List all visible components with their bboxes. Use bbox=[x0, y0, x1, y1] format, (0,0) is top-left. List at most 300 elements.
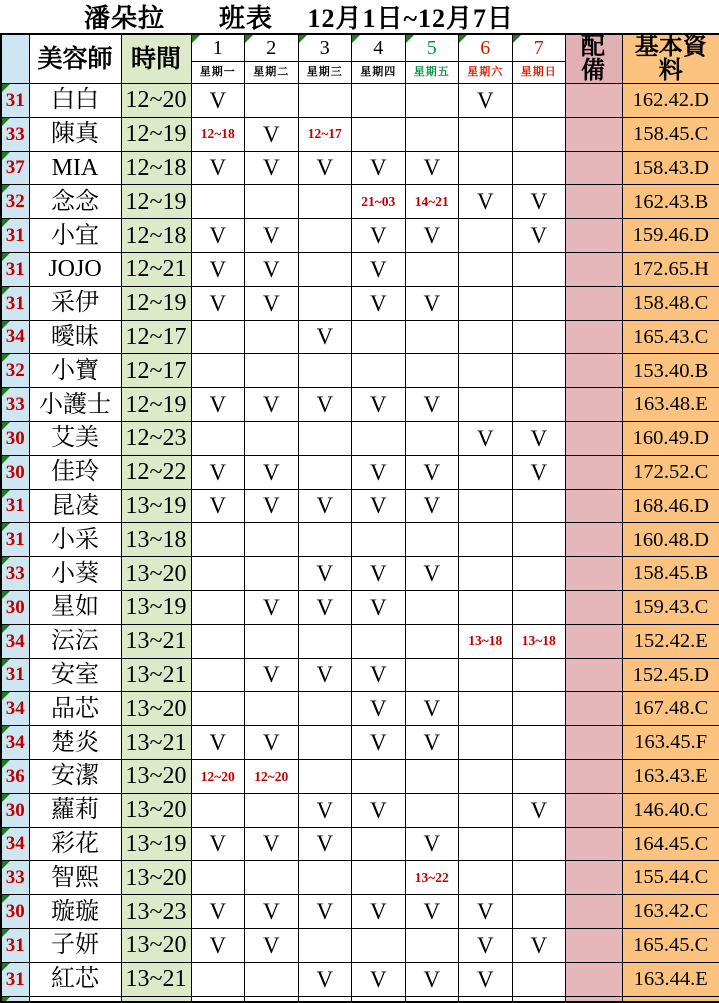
schedule-cell-day4[interactable]: V bbox=[352, 252, 406, 286]
beautician-name-cell[interactable]: 沄沄 bbox=[29, 624, 121, 658]
schedule-cell-day4[interactable]: V bbox=[352, 557, 406, 591]
schedule-cell-day7[interactable] bbox=[512, 489, 566, 523]
equipment-cell[interactable] bbox=[566, 624, 623, 658]
equipment-cell[interactable] bbox=[566, 84, 623, 118]
equipment-cell[interactable] bbox=[566, 219, 623, 253]
row-number-cell[interactable]: 31 bbox=[1, 84, 29, 118]
basic-info-cell[interactable]: 159.43.C bbox=[623, 590, 719, 624]
row-number-cell[interactable]: 32 bbox=[1, 354, 29, 388]
schedule-cell-day6[interactable] bbox=[459, 252, 513, 286]
row-number-cell[interactable]: 31 bbox=[1, 219, 29, 253]
weekday-header-1[interactable]: 星期一 bbox=[191, 61, 245, 84]
schedule-cell-day2[interactable] bbox=[245, 185, 299, 219]
day-number-header-1[interactable]: 1 bbox=[191, 34, 245, 61]
schedule-cell-day5[interactable]: V bbox=[405, 895, 459, 929]
beautician-name-cell[interactable]: 小采 bbox=[29, 523, 121, 557]
equipment-cell[interactable] bbox=[566, 185, 623, 219]
equipment-cell[interactable] bbox=[566, 557, 623, 591]
schedule-cell-day2[interactable]: V bbox=[245, 455, 299, 489]
equipment-cell[interactable] bbox=[566, 793, 623, 827]
schedule-cell-day3[interactable]: V bbox=[298, 557, 352, 591]
basic-info-cell[interactable]: 163.42.C bbox=[623, 895, 719, 929]
beautician-name-cell[interactable]: MIA bbox=[29, 151, 121, 185]
schedule-cell-day1[interactable] bbox=[191, 354, 245, 388]
schedule-cell-day2[interactable]: V bbox=[245, 928, 299, 962]
row-number-cell[interactable]: 37 bbox=[1, 151, 29, 185]
schedule-cell-day1[interactable]: 12~20 bbox=[191, 759, 245, 793]
beautician-name-cell[interactable]: 小寶 bbox=[29, 354, 121, 388]
equipment-cell[interactable] bbox=[566, 489, 623, 523]
schedule-cell-day5[interactable] bbox=[405, 793, 459, 827]
basic-info-cell[interactable]: 153.40.B bbox=[623, 354, 719, 388]
beautician-name-cell[interactable]: 小葵 bbox=[29, 557, 121, 591]
schedule-cell-day5[interactable]: V bbox=[405, 692, 459, 726]
schedule-cell-day1[interactable] bbox=[191, 523, 245, 557]
row-number-cell[interactable]: 36 bbox=[1, 759, 29, 793]
schedule-cell-day1[interactable]: V bbox=[191, 252, 245, 286]
basic-info-cell[interactable]: 152.42.E bbox=[623, 624, 719, 658]
schedule-cell-day6[interactable] bbox=[459, 117, 513, 151]
schedule-cell-day2[interactable]: V bbox=[245, 388, 299, 422]
weekday-header-2[interactable]: 星期二 bbox=[245, 61, 299, 84]
schedule-cell-day4[interactable] bbox=[352, 320, 406, 354]
schedule-cell-day4[interactable]: V bbox=[352, 219, 406, 253]
row-number-cell[interactable]: 33 bbox=[1, 861, 29, 895]
row-number-cell[interactable]: 30 bbox=[1, 455, 29, 489]
schedule-cell-day1[interactable] bbox=[191, 557, 245, 591]
schedule-cell-day2[interactable] bbox=[245, 793, 299, 827]
schedule-cell-day3[interactable] bbox=[298, 84, 352, 118]
schedule-cell-day6[interactable] bbox=[459, 658, 513, 692]
time-range-cell[interactable]: 13~20 bbox=[121, 793, 191, 827]
schedule-cell-day7[interactable] bbox=[512, 286, 566, 320]
schedule-cell-day3[interactable]: V bbox=[298, 895, 352, 929]
schedule-cell-day5[interactable]: 13~22 bbox=[405, 861, 459, 895]
time-range-cell[interactable]: 12~19 bbox=[121, 117, 191, 151]
equipment-cell[interactable] bbox=[566, 354, 623, 388]
row-number-cell[interactable] bbox=[1, 996, 29, 1002]
schedule-cell-day3[interactable]: V bbox=[298, 590, 352, 624]
schedule-cell-day6[interactable]: V bbox=[459, 895, 513, 929]
schedule-cell-day1[interactable]: V bbox=[191, 219, 245, 253]
schedule-cell-day1[interactable]: V bbox=[191, 827, 245, 861]
time-range-cell[interactable]: 13~21 bbox=[121, 962, 191, 996]
schedule-cell-day6[interactable]: V bbox=[459, 185, 513, 219]
schedule-cell-day4[interactable] bbox=[352, 117, 406, 151]
time-range-cell[interactable]: 12~18 bbox=[121, 151, 191, 185]
beautician-name-cell[interactable]: 星如 bbox=[29, 590, 121, 624]
schedule-cell-day3[interactable]: V bbox=[298, 962, 352, 996]
schedule-cell-day1[interactable]: V bbox=[191, 895, 245, 929]
schedule-cell-day6[interactable] bbox=[459, 759, 513, 793]
beautician-name-cell[interactable]: 子妍 bbox=[29, 928, 121, 962]
beautician-name-cell[interactable]: 艾美 bbox=[29, 421, 121, 455]
schedule-cell-day1[interactable]: V bbox=[191, 84, 245, 118]
day-number-header-6[interactable]: 6 bbox=[459, 34, 513, 61]
row-number-cell[interactable]: 34 bbox=[1, 726, 29, 760]
schedule-cell-day5[interactable]: V bbox=[405, 489, 459, 523]
schedule-cell-day1[interactable] bbox=[191, 692, 245, 726]
time-range-cell[interactable]: 13~20 bbox=[121, 861, 191, 895]
schedule-cell-day6[interactable]: V bbox=[459, 421, 513, 455]
beautician-name-cell[interactable]: 陳真 bbox=[29, 117, 121, 151]
row-number-cell[interactable]: 31 bbox=[1, 523, 29, 557]
schedule-cell-day3[interactable] bbox=[298, 252, 352, 286]
basic-info-cell[interactable]: 160.48.D bbox=[623, 523, 719, 557]
schedule-cell-day7[interactable] bbox=[512, 252, 566, 286]
schedule-cell-day4[interactable] bbox=[352, 996, 406, 1002]
schedule-cell-day7[interactable]: V bbox=[512, 455, 566, 489]
schedule-cell-day4[interactable]: V bbox=[352, 590, 406, 624]
basic-info-cell[interactable]: 152.45.D bbox=[623, 658, 719, 692]
schedule-cell-day4[interactable]: V bbox=[352, 726, 406, 760]
schedule-cell-day2[interactable]: V bbox=[245, 895, 299, 929]
schedule-cell-day3[interactable]: 12~17 bbox=[298, 117, 352, 151]
schedule-cell-day6[interactable] bbox=[459, 286, 513, 320]
schedule-cell-day7[interactable] bbox=[512, 523, 566, 557]
schedule-cell-day1[interactable] bbox=[191, 320, 245, 354]
schedule-cell-day6[interactable] bbox=[459, 388, 513, 422]
row-number-cell[interactable]: 31 bbox=[1, 252, 29, 286]
schedule-cell-day7[interactable]: 13~18 bbox=[512, 624, 566, 658]
schedule-cell-day3[interactable] bbox=[298, 624, 352, 658]
schedule-cell-day1[interactable]: 12~18 bbox=[191, 117, 245, 151]
schedule-cell-day4[interactable]: V bbox=[352, 895, 406, 929]
beautician-name-cell[interactable]: 小宜 bbox=[29, 219, 121, 253]
basic-info-cell[interactable]: 165.45.C bbox=[623, 928, 719, 962]
schedule-cell-day3[interactable] bbox=[298, 455, 352, 489]
basic-info-cell[interactable]: 163.44.E bbox=[623, 962, 719, 996]
schedule-cell-day4[interactable]: V bbox=[352, 658, 406, 692]
schedule-cell-day3[interactable] bbox=[298, 185, 352, 219]
row-number-cell[interactable]: 33 bbox=[1, 557, 29, 591]
schedule-cell-day3[interactable] bbox=[298, 692, 352, 726]
schedule-cell-day6[interactable] bbox=[459, 151, 513, 185]
row-number-cell[interactable]: 31 bbox=[1, 962, 29, 996]
schedule-cell-day3[interactable]: V bbox=[298, 827, 352, 861]
schedule-cell-day2[interactable]: V bbox=[245, 590, 299, 624]
schedule-cell-day3[interactable] bbox=[298, 996, 352, 1002]
schedule-cell-day7[interactable]: V bbox=[512, 928, 566, 962]
row-number-cell[interactable]: 33 bbox=[1, 117, 29, 151]
schedule-cell-day5[interactable]: V bbox=[405, 455, 459, 489]
schedule-cell-day2[interactable]: V bbox=[245, 489, 299, 523]
weekday-header-7[interactable]: 星期日 bbox=[512, 61, 566, 84]
schedule-cell-day4[interactable] bbox=[352, 354, 406, 388]
time-range-cell[interactable]: 13~19 bbox=[121, 590, 191, 624]
schedule-cell-day7[interactable] bbox=[512, 895, 566, 929]
schedule-cell-day7[interactable] bbox=[512, 726, 566, 760]
row-number-cell[interactable]: 32 bbox=[1, 185, 29, 219]
time-range-cell[interactable]: 13~23 bbox=[121, 895, 191, 929]
schedule-cell-day3[interactable] bbox=[298, 726, 352, 760]
equipment-cell[interactable] bbox=[566, 523, 623, 557]
schedule-cell-day7[interactable] bbox=[512, 759, 566, 793]
schedule-cell-day3[interactable] bbox=[298, 523, 352, 557]
schedule-cell-day7[interactable]: V bbox=[512, 421, 566, 455]
day-number-header-2[interactable]: 2 bbox=[245, 34, 299, 61]
corner-cell[interactable] bbox=[1, 34, 29, 84]
schedule-cell-day6[interactable] bbox=[459, 590, 513, 624]
row-number-cell[interactable]: 30 bbox=[1, 590, 29, 624]
time-range-cell[interactable]: 13~19 bbox=[121, 489, 191, 523]
time-range-cell[interactable]: 13~18 bbox=[121, 523, 191, 557]
schedule-cell-day2[interactable] bbox=[245, 557, 299, 591]
schedule-cell-day4[interactable]: V bbox=[352, 286, 406, 320]
beautician-name-cell[interactable]: 白白 bbox=[29, 84, 121, 118]
schedule-cell-day7[interactable] bbox=[512, 320, 566, 354]
schedule-cell-day5[interactable]: V bbox=[405, 827, 459, 861]
schedule-cell-day4[interactable] bbox=[352, 928, 406, 962]
beautician-name-cell[interactable]: 楚炎 bbox=[29, 726, 121, 760]
schedule-cell-day6[interactable] bbox=[459, 996, 513, 1002]
schedule-cell-day7[interactable]: V bbox=[512, 185, 566, 219]
equipment-cell[interactable] bbox=[566, 455, 623, 489]
row-number-cell[interactable]: 34 bbox=[1, 624, 29, 658]
schedule-cell-day4[interactable] bbox=[352, 624, 406, 658]
day-number-header-5[interactable]: 5 bbox=[405, 34, 459, 61]
schedule-cell-day5[interactable] bbox=[405, 658, 459, 692]
schedule-cell-day7[interactable] bbox=[512, 117, 566, 151]
schedule-cell-day4[interactable]: V bbox=[352, 151, 406, 185]
beautician-name-cell[interactable]: 安潔 bbox=[29, 759, 121, 793]
schedule-cell-day2[interactable] bbox=[245, 421, 299, 455]
equipment-cell[interactable] bbox=[566, 252, 623, 286]
schedule-cell-day1[interactable] bbox=[191, 421, 245, 455]
schedule-cell-day2[interactable]: V bbox=[245, 658, 299, 692]
schedule-cell-day4[interactable]: V bbox=[352, 793, 406, 827]
basic-info-cell[interactable]: 162.43.B bbox=[623, 185, 719, 219]
basic-info-header-cell[interactable]: 基本資料 bbox=[623, 34, 719, 84]
basic-info-cell[interactable]: 158.43.D bbox=[623, 151, 719, 185]
schedule-cell-day6[interactable]: 13~18 bbox=[459, 624, 513, 658]
equipment-cell[interactable] bbox=[566, 658, 623, 692]
schedule-cell-day1[interactable] bbox=[191, 996, 245, 1002]
schedule-cell-day7[interactable] bbox=[512, 590, 566, 624]
row-number-cell[interactable]: 31 bbox=[1, 489, 29, 523]
schedule-cell-day3[interactable] bbox=[298, 354, 352, 388]
weekday-header-4[interactable]: 星期四 bbox=[352, 61, 406, 84]
time-range-cell[interactable]: 12~19 bbox=[121, 185, 191, 219]
schedule-cell-day1[interactable] bbox=[191, 624, 245, 658]
basic-info-cell[interactable]: 164.45.C bbox=[623, 827, 719, 861]
row-number-cell[interactable]: 30 bbox=[1, 793, 29, 827]
equipment-cell[interactable] bbox=[566, 895, 623, 929]
basic-info-cell[interactable]: 167.48.C bbox=[623, 692, 719, 726]
schedule-cell-day6[interactable] bbox=[459, 489, 513, 523]
schedule-cell-day3[interactable]: V bbox=[298, 151, 352, 185]
beautician-name-cell[interactable]: 佳玲 bbox=[29, 455, 121, 489]
basic-info-cell[interactable] bbox=[623, 996, 719, 1002]
schedule-cell-day2[interactable] bbox=[245, 84, 299, 118]
schedule-cell-day6[interactable] bbox=[459, 861, 513, 895]
schedule-cell-day3[interactable]: V bbox=[298, 388, 352, 422]
row-number-cell[interactable]: 30 bbox=[1, 421, 29, 455]
beautician-name-cell[interactable]: 紅芯 bbox=[29, 962, 121, 996]
schedule-cell-day5[interactable]: V bbox=[405, 151, 459, 185]
beautician-name-cell[interactable]: 昆凌 bbox=[29, 489, 121, 523]
time-range-cell[interactable]: 13~20 bbox=[121, 692, 191, 726]
beautician-name-cell[interactable]: 采伊 bbox=[29, 286, 121, 320]
schedule-cell-day6[interactable] bbox=[459, 726, 513, 760]
schedule-cell-day2[interactable]: V bbox=[245, 117, 299, 151]
schedule-cell-day6[interactable] bbox=[459, 523, 513, 557]
schedule-cell-day3[interactable] bbox=[298, 421, 352, 455]
schedule-cell-day1[interactable]: V bbox=[191, 286, 245, 320]
basic-info-cell[interactable]: 168.46.D bbox=[623, 489, 719, 523]
schedule-cell-day3[interactable] bbox=[298, 759, 352, 793]
schedule-cell-day7[interactable] bbox=[512, 84, 566, 118]
beautician-name-cell[interactable]: 彩花 bbox=[29, 827, 121, 861]
equipment-cell[interactable] bbox=[566, 388, 623, 422]
equipment-header-cell[interactable]: 配 備 bbox=[566, 34, 623, 84]
row-number-cell[interactable]: 34 bbox=[1, 320, 29, 354]
day-number-header-7[interactable]: 7 bbox=[512, 34, 566, 61]
schedule-cell-day4[interactable] bbox=[352, 84, 406, 118]
beautician-header-cell[interactable]: 美容師 bbox=[29, 34, 121, 84]
schedule-cell-day4[interactable] bbox=[352, 827, 406, 861]
row-number-cell[interactable]: 31 bbox=[1, 658, 29, 692]
schedule-cell-day5[interactable] bbox=[405, 354, 459, 388]
schedule-cell-day4[interactable]: V bbox=[352, 962, 406, 996]
schedule-cell-day4[interactable]: V bbox=[352, 455, 406, 489]
schedule-cell-day2[interactable]: V bbox=[245, 219, 299, 253]
schedule-cell-day4[interactable]: 21~03 bbox=[352, 185, 406, 219]
time-range-cell[interactable]: 12~19 bbox=[121, 286, 191, 320]
schedule-cell-day2[interactable] bbox=[245, 692, 299, 726]
equipment-cell[interactable] bbox=[566, 590, 623, 624]
schedule-cell-day5[interactable]: V bbox=[405, 726, 459, 760]
schedule-cell-day5[interactable]: V bbox=[405, 557, 459, 591]
equipment-cell[interactable] bbox=[566, 692, 623, 726]
schedule-cell-day6[interactable] bbox=[459, 827, 513, 861]
equipment-cell[interactable] bbox=[566, 962, 623, 996]
schedule-cell-day5[interactable]: V bbox=[405, 286, 459, 320]
equipment-cell[interactable] bbox=[566, 286, 623, 320]
basic-info-cell[interactable]: 158.45.C bbox=[623, 117, 719, 151]
schedule-cell-day4[interactable] bbox=[352, 523, 406, 557]
schedule-cell-day2[interactable] bbox=[245, 624, 299, 658]
schedule-cell-day2[interactable]: V bbox=[245, 827, 299, 861]
schedule-cell-day6[interactable] bbox=[459, 793, 513, 827]
schedule-cell-day6[interactable] bbox=[459, 692, 513, 726]
schedule-cell-day4[interactable]: V bbox=[352, 692, 406, 726]
schedule-cell-day2[interactable] bbox=[245, 320, 299, 354]
schedule-cell-day1[interactable]: V bbox=[191, 726, 245, 760]
day-number-header-4[interactable]: 4 bbox=[352, 34, 406, 61]
schedule-cell-day7[interactable] bbox=[512, 692, 566, 726]
weekday-header-3[interactable]: 星期三 bbox=[298, 61, 352, 84]
schedule-cell-day3[interactable]: V bbox=[298, 320, 352, 354]
schedule-cell-day4[interactable] bbox=[352, 421, 406, 455]
schedule-cell-day6[interactable]: V bbox=[459, 928, 513, 962]
basic-info-cell[interactable]: 172.52.C bbox=[623, 455, 719, 489]
basic-info-cell[interactable]: 163.45.F bbox=[623, 726, 719, 760]
schedule-cell-day5[interactable] bbox=[405, 117, 459, 151]
time-range-cell[interactable]: 13~20 bbox=[121, 759, 191, 793]
schedule-cell-day1[interactable] bbox=[191, 861, 245, 895]
schedule-cell-day3[interactable] bbox=[298, 928, 352, 962]
schedule-cell-day7[interactable] bbox=[512, 996, 566, 1002]
basic-info-cell[interactable]: 158.45.B bbox=[623, 557, 719, 591]
row-number-cell[interactable]: 34 bbox=[1, 827, 29, 861]
schedule-cell-day1[interactable] bbox=[191, 793, 245, 827]
equipment-cell[interactable] bbox=[566, 996, 623, 1002]
schedule-cell-day5[interactable]: V bbox=[405, 962, 459, 996]
schedule-cell-day5[interactable]: V bbox=[405, 219, 459, 253]
schedule-cell-day1[interactable] bbox=[191, 658, 245, 692]
schedule-cell-day2[interactable]: V bbox=[245, 286, 299, 320]
basic-info-cell[interactable]: 159.46.D bbox=[623, 219, 719, 253]
schedule-cell-day2[interactable]: V bbox=[245, 151, 299, 185]
schedule-cell-day4[interactable]: V bbox=[352, 489, 406, 523]
schedule-cell-day1[interactable]: V bbox=[191, 489, 245, 523]
schedule-cell-day5[interactable] bbox=[405, 523, 459, 557]
row-number-cell[interactable]: 31 bbox=[1, 286, 29, 320]
row-number-cell[interactable]: 31 bbox=[1, 928, 29, 962]
schedule-cell-day7[interactable] bbox=[512, 658, 566, 692]
schedule-cell-day2[interactable] bbox=[245, 962, 299, 996]
row-number-cell[interactable]: 30 bbox=[1, 895, 29, 929]
schedule-cell-day5[interactable] bbox=[405, 928, 459, 962]
equipment-cell[interactable] bbox=[566, 759, 623, 793]
time-range-cell[interactable]: 12~17 bbox=[121, 354, 191, 388]
equipment-cell[interactable] bbox=[566, 320, 623, 354]
schedule-cell-day6[interactable] bbox=[459, 219, 513, 253]
basic-info-cell[interactable]: 162.42.D bbox=[623, 84, 719, 118]
time-range-cell[interactable]: 13~20 bbox=[121, 928, 191, 962]
time-range-cell[interactable]: 13~19 bbox=[121, 827, 191, 861]
schedule-cell-day5[interactable] bbox=[405, 996, 459, 1002]
weekday-header-5[interactable]: 星期五 bbox=[405, 61, 459, 84]
beautician-name-cell[interactable]: 蘿莉 bbox=[29, 793, 121, 827]
schedule-cell-day5[interactable] bbox=[405, 421, 459, 455]
schedule-cell-day5[interactable]: 14~21 bbox=[405, 185, 459, 219]
schedule-cell-day2[interactable]: V bbox=[245, 252, 299, 286]
schedule-cell-day7[interactable] bbox=[512, 827, 566, 861]
schedule-cell-day3[interactable] bbox=[298, 219, 352, 253]
beautician-name-cell[interactable]: 小護士 bbox=[29, 388, 121, 422]
schedule-cell-day1[interactable]: V bbox=[191, 455, 245, 489]
schedule-cell-day5[interactable] bbox=[405, 590, 459, 624]
schedule-cell-day6[interactable] bbox=[459, 354, 513, 388]
equipment-cell[interactable] bbox=[566, 827, 623, 861]
schedule-cell-day7[interactable] bbox=[512, 151, 566, 185]
schedule-cell-day3[interactable]: V bbox=[298, 658, 352, 692]
schedule-cell-day5[interactable] bbox=[405, 320, 459, 354]
schedule-cell-day4[interactable] bbox=[352, 759, 406, 793]
basic-info-cell[interactable]: 155.44.C bbox=[623, 861, 719, 895]
schedule-cell-day1[interactable]: V bbox=[191, 928, 245, 962]
beautician-name-cell[interactable]: 曖昧 bbox=[29, 320, 121, 354]
row-number-cell[interactable]: 33 bbox=[1, 388, 29, 422]
time-range-cell[interactable]: 12~21 bbox=[121, 252, 191, 286]
schedule-cell-day1[interactable]: V bbox=[191, 388, 245, 422]
beautician-name-cell[interactable]: 品芯 bbox=[29, 692, 121, 726]
schedule-cell-day3[interactable]: V bbox=[298, 793, 352, 827]
schedule-cell-day1[interactable] bbox=[191, 185, 245, 219]
equipment-cell[interactable] bbox=[566, 151, 623, 185]
schedule-cell-day6[interactable]: V bbox=[459, 84, 513, 118]
time-range-cell[interactable] bbox=[121, 996, 191, 1002]
schedule-cell-day6[interactable] bbox=[459, 557, 513, 591]
schedule-cell-day1[interactable]: V bbox=[191, 151, 245, 185]
basic-info-cell[interactable]: 158.48.C bbox=[623, 286, 719, 320]
equipment-cell[interactable] bbox=[566, 726, 623, 760]
schedule-cell-day2[interactable] bbox=[245, 523, 299, 557]
schedule-cell-day7[interactable] bbox=[512, 962, 566, 996]
schedule-cell-day6[interactable] bbox=[459, 320, 513, 354]
